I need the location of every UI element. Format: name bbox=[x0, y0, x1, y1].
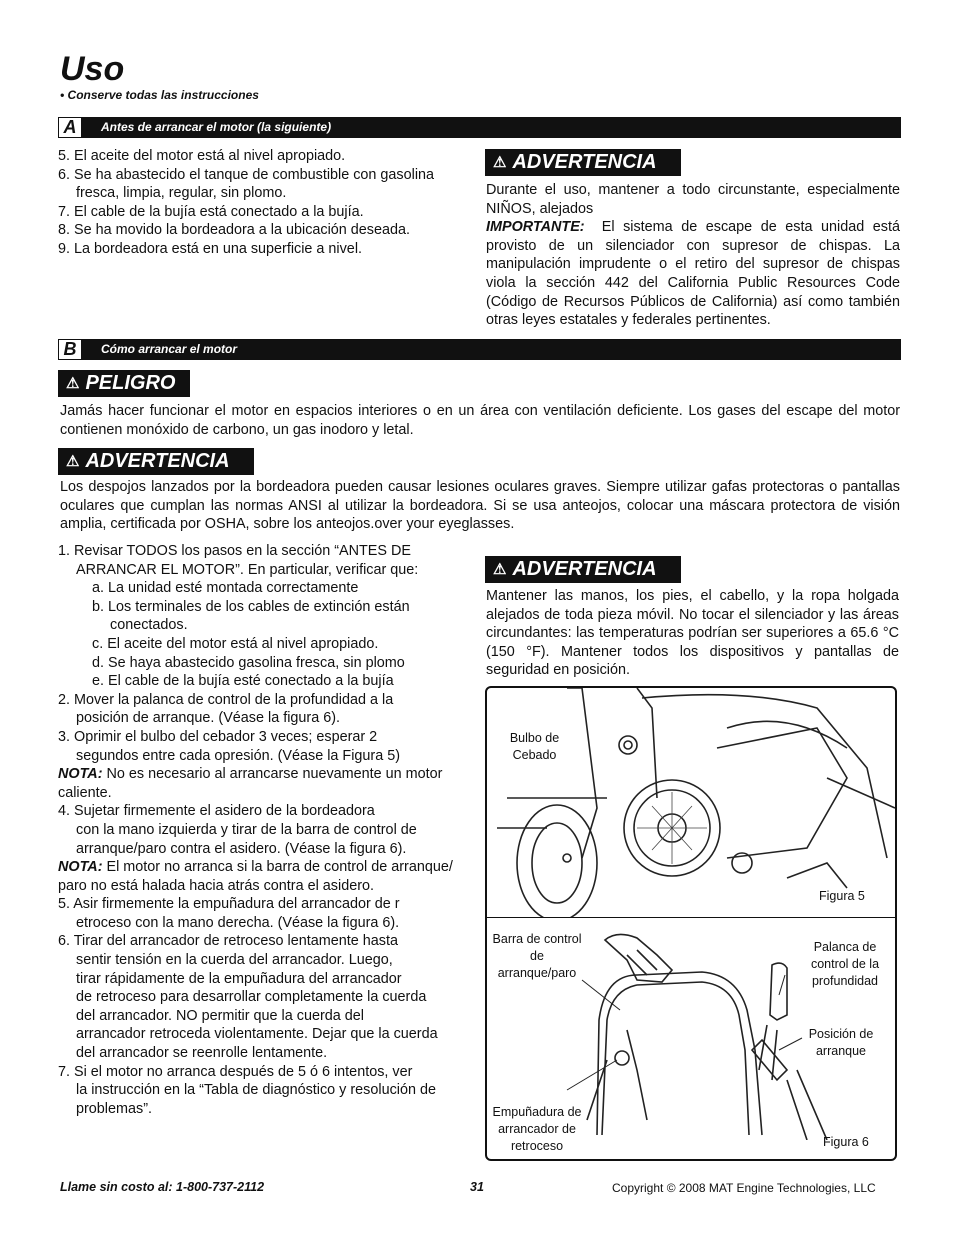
list-item: conectados. bbox=[110, 617, 188, 634]
section-b-bar bbox=[58, 339, 901, 360]
section-a-list bbox=[58, 147, 473, 259]
page-title: Uso bbox=[60, 50, 125, 88]
section-a-letter: A bbox=[58, 117, 82, 138]
important-label: IMPORTANTE: bbox=[486, 219, 585, 236]
list-item: tirar rápidamente de la empuñadura del arrancador bbox=[76, 970, 402, 987]
list-item bbox=[58, 858, 473, 877]
warning-triangle-icon: ⚠ bbox=[493, 154, 507, 171]
list-item: sentir tensión en la cuerda del arrancador. Luego, bbox=[76, 952, 393, 969]
section-b-label: Cómo arrancar el motor bbox=[101, 342, 238, 356]
list-item: arrancador retroceda violentamente. Dejar que la cuerda bbox=[76, 1026, 438, 1043]
warning-triangle-icon: ⚠ bbox=[66, 453, 80, 470]
list-item: caliente. bbox=[58, 784, 112, 801]
list-item: arranque/paro contra el asidero. (Véase la figura 6). bbox=[76, 840, 407, 857]
section-a-bar bbox=[58, 117, 901, 138]
nota-text: El motor no arranca si la barra de control de arranque/ bbox=[106, 859, 453, 876]
warning-title: ADVERTENCIA bbox=[512, 558, 657, 580]
list-item: segundos entre cada opresión. (Véase la Figura 5) bbox=[76, 747, 400, 764]
nota-label: NOTA: bbox=[58, 766, 103, 783]
list-item: 8. Se ha movido la bordeadora a la ubicación deseada. bbox=[58, 222, 411, 239]
warning-b2-text: Mantener las manos, los pies, el cabello, y la ropa holgada alejados de toda pieza móvil. No tocar el silenciador y las áreas circundantes: las temperaturas podrían ser superiores a 65.6 °C (150 °F). Mantener todos los dispositivos y pantallas de seguridad en posición. bbox=[486, 588, 899, 679]
list-item: 6. Se ha abastecido el tanque de combustible con gasolina bbox=[58, 166, 435, 183]
warning-banner-b1 bbox=[58, 448, 254, 475]
section-b-letter: B bbox=[58, 339, 82, 360]
list-item: 4. Sujetar firmemente el asidero de la bordeadora bbox=[58, 803, 375, 820]
figures-frame bbox=[485, 686, 897, 1161]
list-item: 6. Tirar del arrancador de retroceso lentamente hasta bbox=[58, 933, 398, 950]
start-steps-list bbox=[58, 542, 473, 1118]
list-item: la instrucción en la “Tabla de diagnóstico y resolución de bbox=[76, 1082, 436, 1099]
figure-5-illustration bbox=[487, 688, 895, 918]
warning-banner-b2 bbox=[485, 556, 681, 583]
list-item: del arrancador. NO permitir que la cuerda del bbox=[76, 1007, 364, 1024]
warning-title: ADVERTENCIA bbox=[512, 151, 657, 173]
list-item: 9. La bordeadora está en una superficie a nivel. bbox=[58, 240, 363, 257]
list-item: 5. El aceite del motor está al nivel apropiado. bbox=[58, 148, 346, 164]
section-a-label: Antes de arrancar el motor (la siguiente) bbox=[101, 120, 332, 134]
warning-title: ADVERTENCIA bbox=[85, 450, 230, 472]
danger-title: PELIGRO bbox=[85, 372, 176, 394]
label-palanca-control: Palanca de control de la profundidad bbox=[810, 940, 880, 988]
warning-a-text: Durante el uso, mantener a todo circunstante, especialmente NIÑOS, alejados bbox=[486, 182, 900, 217]
list-item: problemas”. bbox=[76, 1100, 152, 1117]
figure-6-caption: Figura 6 bbox=[823, 1135, 869, 1149]
page-subtitle: • Conserve todas las instrucciones bbox=[60, 88, 259, 102]
danger-banner bbox=[58, 370, 190, 397]
label-posicion-arranque: Posición de arranque bbox=[808, 1027, 874, 1058]
list-item: con la mano izquierda y tirar de la barra de control de bbox=[76, 821, 417, 838]
warning-a-body bbox=[486, 181, 900, 330]
warning-banner-a bbox=[485, 149, 681, 176]
list-item: a. La unidad esté montada correctamente bbox=[92, 580, 359, 597]
list-item: posición de arranque. (Véase la figura 6). bbox=[76, 710, 340, 727]
nota-label: NOTA: bbox=[58, 859, 103, 876]
label-bulbo-cebado: Bulbo de Cebado bbox=[509, 731, 560, 762]
list-item: 7. El cable de la bujía está conectado a la bujía. bbox=[58, 203, 364, 220]
list-item: de retroceso para desarrollar completamente la cuerda bbox=[76, 989, 427, 1006]
list-item: 2. Mover la palanca de control de la profundidad a la bbox=[58, 691, 394, 708]
important-note bbox=[486, 218, 900, 330]
list-item: b. Los terminales de los cables de extinción están bbox=[92, 598, 410, 615]
list-item: paro no está halada hacia atrás contra el asidero. bbox=[58, 877, 374, 894]
warning-b1-text: Los despojos lanzados por la bordeadora pueden causar lesiones oculares graves. Siempre utilizar gafas protectoras o pantallas oculares que cumplan las normas ANSI al utilizar la bordeadora. Si se usa anteojos, colocar una máscara protectora de visión amplia, certificada por OSHA, sobre los anteojos.over your eyeglasses. bbox=[60, 479, 900, 533]
footer-copyright: Copyright © 2008 MAT Engine Technologies, LLC bbox=[612, 1181, 876, 1195]
figure-divider bbox=[487, 917, 897, 918]
list-item: ARRANCAR EL MOTOR”. En particular, verificar que: bbox=[76, 561, 419, 578]
warning-triangle-icon: ⚠ bbox=[66, 375, 80, 392]
list-item: 7. Si el motor no arranca después de 5 ó 6 intentos, ver bbox=[58, 1063, 413, 1080]
nota-text: No es necesario al arrancarse nuevamente un motor bbox=[106, 766, 443, 783]
figure-5-caption: Figura 5 bbox=[819, 889, 865, 903]
important-text: El sistema de escape de esta unidad está provisto de un silenciador con supresor de chispas. La manipulación imprudente o el retiro del supresor de chispas viola la sección 442 del California Public Resources Code (Código de Recursos Públicos de California) así como también otras leyes estatales y federales pertinentes. bbox=[486, 219, 900, 329]
list-item: 3. Oprimir el bulbo del cebador 3 veces; esperar 2 bbox=[58, 728, 378, 745]
list-item: fresca, limpia, regular, sin plomo. bbox=[76, 185, 287, 202]
danger-text: Jamás hacer funcionar el motor en espacios interiores o en un área con ventilación deficiente. Los gases del escape del motor contienen monóxido de carbono, un gas inodoro y letal. bbox=[60, 403, 900, 438]
page-number: 31 bbox=[470, 1180, 484, 1194]
list-item: c. El aceite del motor está al nivel apropiado. bbox=[92, 635, 379, 652]
list-item: del arrancador se reenrolle lentamente. bbox=[76, 1045, 328, 1062]
warning-triangle-icon: ⚠ bbox=[493, 561, 507, 578]
footer-phone: Llame sin costo al: 1-800-737-2112 bbox=[60, 1180, 265, 1194]
list-item: 1. Revisar TODOS los pasos en la sección “ANTES DE bbox=[58, 543, 411, 559]
list-item: e. El cable de la bujía esté conectado a la bujía bbox=[92, 673, 394, 690]
list-item: etroceso con la mano derecha. (Véase la figura 6). bbox=[76, 914, 400, 931]
label-barra-control: Barra de control de arranque/paro bbox=[492, 932, 582, 980]
list-item: 5. Asir firmemente la empuñadura del arrancador de r bbox=[58, 896, 400, 913]
list-item bbox=[58, 765, 473, 784]
label-empunadura: Empuñadura de arrancador de retroceso bbox=[492, 1105, 582, 1153]
list-item: d. Se haya abastecido gasolina fresca, sin plomo bbox=[92, 654, 405, 671]
